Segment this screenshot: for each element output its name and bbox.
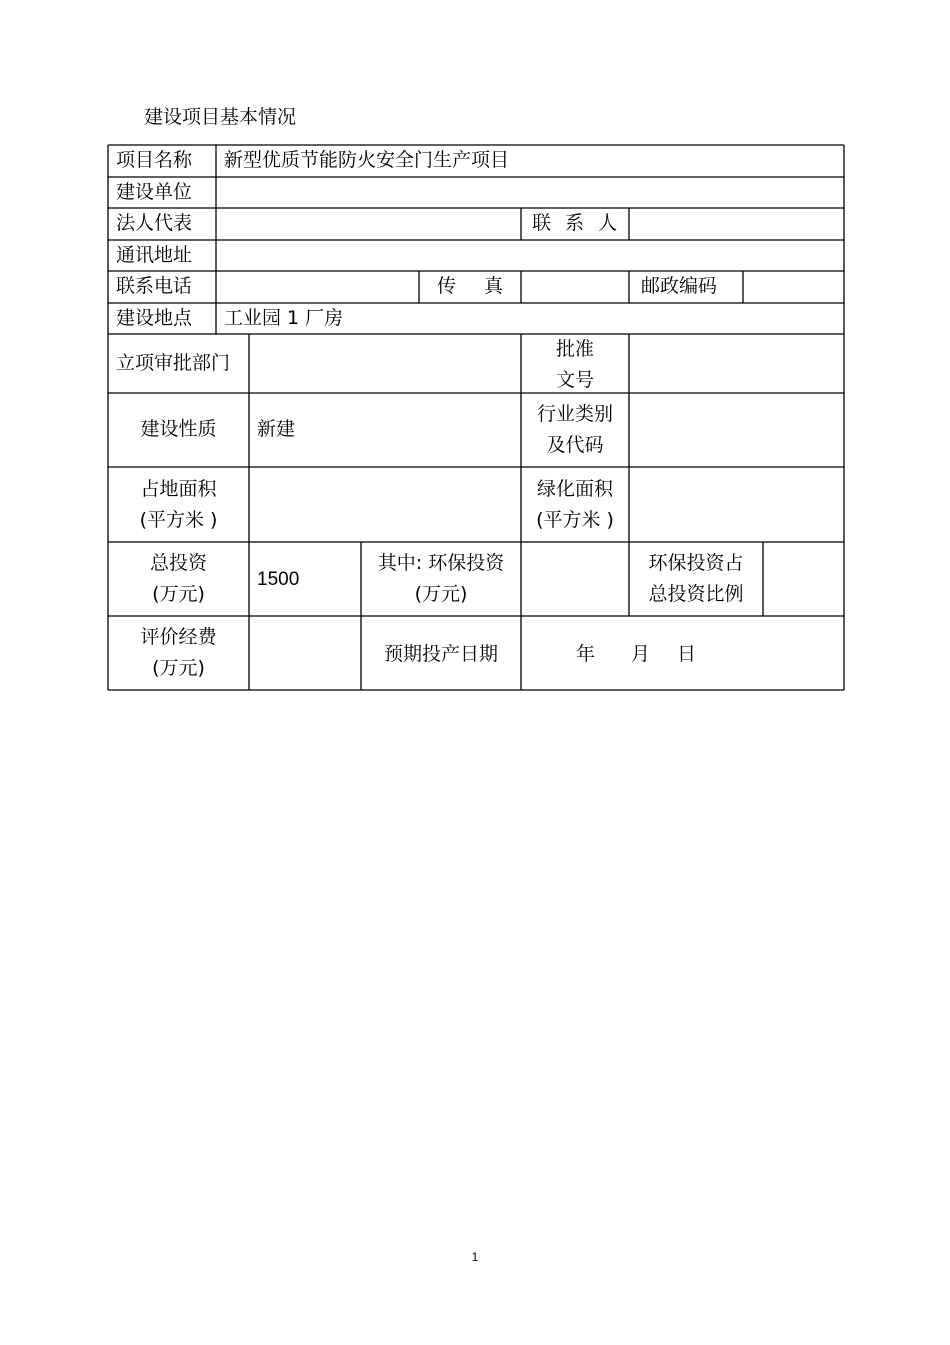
land-area-label: 占地面积 (平方米 ) <box>139 478 218 531</box>
approval-doc-label: 批准 文号 <box>555 338 594 391</box>
date-year: 年 <box>576 643 596 665</box>
approval-dept-label: 立项审批部门 <box>116 352 231 374</box>
industry-label: 行业类别 及代码 <box>536 403 613 456</box>
nature-value: 新建 <box>257 418 296 440</box>
legal-rep-label: 法人代表 <box>116 212 193 234</box>
fax-label: 传 真 <box>437 275 504 297</box>
env-investment-label: 其中: 环保投资 (万元) <box>377 552 505 605</box>
production-date-label: 预期投产日期 <box>383 643 498 665</box>
eval-fee-label: 评价经费 (万元) <box>140 626 217 679</box>
contact-person-label: 联 系 人 <box>532 212 618 234</box>
env-ratio-label: 环保投资占 总投资比例 <box>648 552 744 605</box>
postal-code-label: 邮政编码 <box>641 275 718 297</box>
project-name-label: 项目名称 <box>116 149 193 171</box>
address-label: 通讯地址 <box>116 244 193 266</box>
location-label: 建设地点 <box>116 307 193 329</box>
phone-label: 联系电话 <box>116 275 193 297</box>
location-value: 工业园 1 厂房 <box>224 307 344 329</box>
date-day: 日 <box>677 643 697 665</box>
total-investment-value: 1500 <box>257 569 300 590</box>
section-title: 建设项目基本情况 <box>144 106 297 128</box>
construction-unit-label: 建设单位 <box>116 181 193 203</box>
date-month: 月 <box>631 643 651 665</box>
green-area-label: 绿化面积 (平方米 ) <box>536 478 614 531</box>
page-number: 1 <box>471 1250 479 1264</box>
nature-label: 建设性质 <box>140 418 217 440</box>
total-investment-label: 总投资 (万元) <box>149 552 207 605</box>
project-name-value: 新型优质节能防火安全门生产项目 <box>224 149 510 171</box>
